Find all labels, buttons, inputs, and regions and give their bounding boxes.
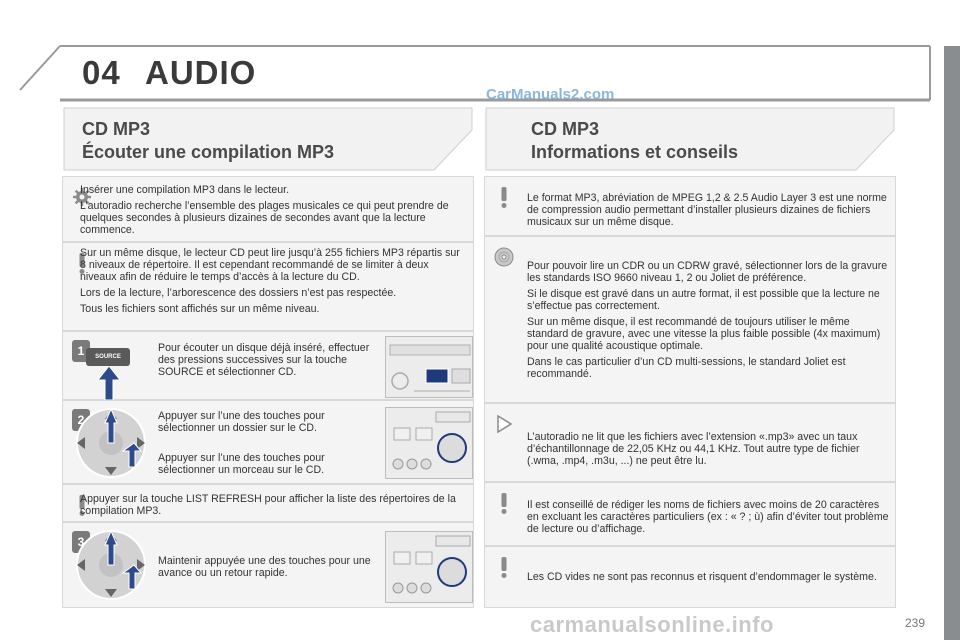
- info-text: L’autoradio ne lit que les fichiers avec l’extension «.mp3» avec un taux d’échantillonnage de 22,05 KHz ou 44,1 KHz. Tout autre type de fichier (.wma, .mp4, .m3u, ...) ne peut être lu.: [527, 431, 860, 467]
- section-title: CD MP3: [82, 119, 151, 139]
- warning-text: Il est conseillé de rédiger les noms de fichiers avec moins de 20 caractères en excluant les caractères particuliers (ex : « ? ; ù) afin d’éviter tout problème de lecture ou d’affichage.: [527, 499, 889, 535]
- chapter-title: AUDIO: [145, 54, 257, 91]
- step-badge: 2: [72, 409, 90, 431]
- step-text: Appuyer sur l’une des touches pour sélectionner un dossier sur le CD.: [158, 410, 325, 434]
- warning-block-empty-cd: [484, 546, 896, 608]
- step-block-3: [62, 522, 474, 608]
- step-badge: 3: [72, 531, 90, 553]
- info-text: Pour pouvoir lire un CDR ou un CDRW gravé, sélectionner lors de la gravure les standards ISO 9660 niveau 1, 2 ou Joliet de préférence.: [527, 260, 888, 284]
- side-strip: [944, 46, 960, 640]
- right-section-header: [484, 106, 894, 172]
- section-title: CD MP3: [531, 119, 600, 139]
- info-block-extension: [484, 403, 896, 482]
- warning-block-list-refresh: [62, 484, 474, 522]
- instruction-text: Insérer une compilation MP3 dans le lecteur.: [80, 184, 290, 196]
- info-text: Dans le cas particulier d’un CD multi-sessions, le standard Joliet est recommandé.: [527, 356, 846, 380]
- info-block-format: [484, 176, 896, 236]
- step-text: Pour écouter un disque déjà inséré, effectuer des pressions successives sur la touche SOURCE et sélectionner CD.: [158, 342, 370, 378]
- watermark-top: CarManuals2.com: [486, 86, 615, 103]
- info-text: Si le disque est gravé dans un autre format, il est possible que la lecture ne s’effectue pas correctement.: [527, 288, 880, 312]
- radio-illustration: [385, 531, 473, 603]
- radio-illustration: [385, 407, 473, 479]
- play-icon: [494, 412, 514, 436]
- warning-block-limits: [62, 242, 474, 331]
- step-badge: 1: [72, 340, 90, 362]
- section-subtitle: Écouter une compilation MP3: [82, 142, 335, 162]
- info-text: Le format MP3, abréviation de MPEG 1,2 & 2.5 Audio Layer 3 est une norme de compression audio permettant d’installer plusieurs dizaines de fichiers musicaux sur un même disque.: [527, 192, 887, 228]
- exclamation-icon: [494, 185, 514, 209]
- source-button: SOURCE: [86, 348, 130, 366]
- step-block-1: [62, 331, 474, 400]
- step-text: Appuyer sur l’une des touches pour sélectionner un morceau sur le CD.: [158, 452, 325, 476]
- right-column: [484, 106, 894, 583]
- arrow-up-icon: [98, 366, 120, 400]
- warning-text: Tous les fichiers sont affichés sur un même niveau.: [80, 303, 320, 315]
- radio-illustration: [385, 336, 473, 398]
- chapter-number: 04: [82, 54, 121, 91]
- watermark-bottom: carmanualsonline.info: [530, 612, 774, 637]
- warning-block-filenames: [484, 482, 896, 546]
- header-frame: [0, 0, 960, 110]
- section-subtitle: Informations et conseils: [531, 142, 739, 162]
- step-text: Maintenir appuyée une des touches pour une avance ou un retour rapide.: [158, 555, 371, 579]
- warning-text: Sur un même disque, le lecteur CD peut lire jusqu’à 255 fichiers MP3 répartis sur 8 niveaux de répertoire. Il est cependant recommandé de se limiter à deux niveaux afin de réduire le temps d’accès à la lecture du CD.: [80, 247, 460, 283]
- left-column: [62, 106, 472, 579]
- exclamation-icon: [494, 555, 514, 579]
- info-text: Sur un même disque, il est recommandé de toujours utiliser le même standard de gravure, avec une vitesse la plus faible possible (4x maximum) pour une qualité acoustique optimale.: [527, 316, 881, 352]
- direction-pad-icon: [71, 525, 151, 605]
- step-block-2: [62, 400, 474, 484]
- warning-text: Appuyer sur la touche LIST REFRESH pour afficher la liste des répertoires de la compilation MP3.: [80, 493, 456, 517]
- warning-text: Les CD vides ne sont pas reconnus et risquent d’endommager le système.: [527, 571, 877, 583]
- info-block-burning: [484, 236, 896, 403]
- warning-text: Lors de la lecture, l’arborescence des dossiers n’est pas respectée.: [80, 287, 397, 299]
- info-block-insert: [62, 176, 474, 242]
- direction-pad-icon: [71, 403, 151, 483]
- exclamation-icon: [494, 491, 514, 515]
- instruction-text: L’autoradio recherche l’ensemble des plages musicales ce qui peut prendre de quelques secondes à plusieurs dizaines de secondes avant que la lecture commence.: [80, 200, 449, 236]
- left-section-header: [62, 106, 472, 172]
- page-number: 239: [905, 616, 926, 630]
- cd-icon: [494, 245, 514, 269]
